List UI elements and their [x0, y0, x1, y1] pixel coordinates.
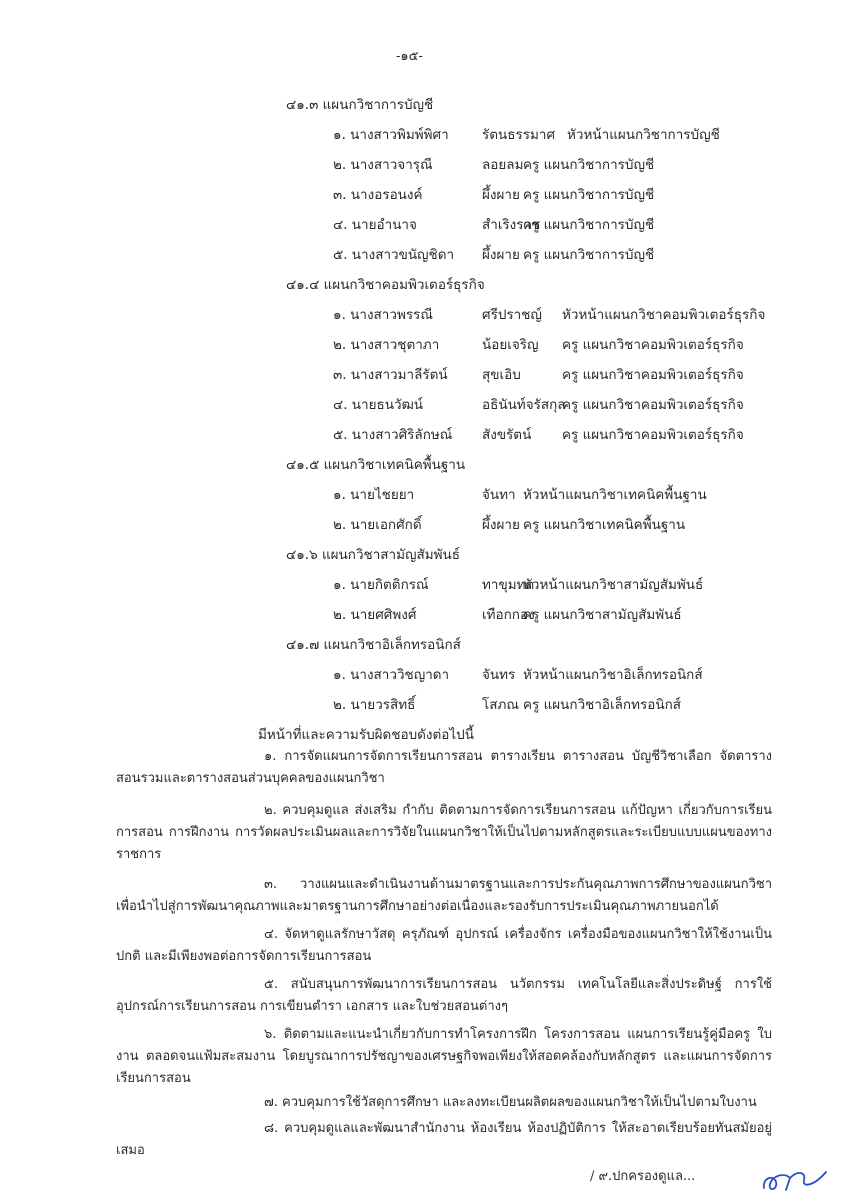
member-surname: รัตนธรรมาศ [482, 127, 556, 143]
duty-item: ๗. ควบคุมการใช้วัสดุการศึกษา และลงทะเบียนผลิตผลของแผนกวิชาให้เป็นไปตามใบงาน [264, 1095, 757, 1110]
member-name: ๒. นายวรสิทธิ์ [333, 697, 416, 713]
member-surname: น้อยเจริญ [482, 337, 539, 353]
duty-item: ๘. ควบคุมดูแลและพัฒนาสำนักงาน ห้องเรียน ห้องปฏิบัติการ ให้สะอาดเรียบร้อยทันสมัยอยู่เสมอ [116, 1121, 772, 1158]
member-surname: จันทา [482, 487, 516, 503]
member-surname: ทาขุมทด [482, 577, 535, 593]
duty-item: ๕. สนับสนุนการพัฒนาการเรียนการสอน นวัตกรรม เทคโนโลยีและสิ่งประดิษฐ์ การใช้อุปกรณ์การเรียนการสอน การเขียนตำรา เอกสาร และใบช่วยสอนต่างๆ [116, 977, 772, 1014]
member-surname: ศรีปราชญ์ [482, 307, 542, 323]
member-name: ๕. นางสาวขนัญชิดา [333, 247, 455, 263]
member-surname: จันทร [482, 667, 516, 683]
member-surname: สุขเอิบ [482, 367, 521, 383]
member-name: ๒. นางสาวจารุณี [333, 157, 433, 173]
department-heading: ๔๑.๕ แผนกวิชาเทคนิคพื้นฐาน [286, 457, 466, 473]
member-position: ครู แผนกวิชาคอมพิวเตอร์ธุรกิจ [562, 397, 744, 413]
department-heading: ๔๑.๓ แผนกวิชาการบัญชี [286, 97, 434, 113]
member-position: ครู แผนกวิชาคอมพิวเตอร์ธุรกิจ [562, 367, 744, 383]
department-heading: ๔๑.๖ แผนกวิชาสามัญสัมพันธ์ [286, 547, 461, 563]
member-name: ๒. นายศศิพงศ์ [333, 607, 417, 623]
member-surname: โสภณ [482, 697, 519, 713]
member-name: ๑. นางสาววิชญาดา [333, 667, 450, 683]
member-position: หัวหน้าแผนกวิชาการบัญชี [567, 127, 720, 143]
duty-item: ๓. วางแผนและดำเนินงานด้านมาตรฐานและการประกันคุณภาพการศึกษาของแผนกวิชาเพื่อนำไปสู่การพัฒนาคุณภาพและมาตรฐานการศึกษาอย่างต่อเนื่องและรองรับการประเมินคุณภาพภายนอกได้ [116, 877, 772, 914]
duties-intro: มีหน้าที่และความรับผิดชอบดังต่อไปนี้ [258, 727, 474, 743]
member-name: ๑. นายกิตติกรณ์ [333, 577, 429, 593]
member-position: ครู แผนกวิชาสามัญสัมพันธ์ [523, 607, 682, 623]
member-position: ครู แผนกวิชาการบัญชี [523, 217, 655, 233]
signature-image [760, 1168, 830, 1194]
department-heading: ๔๑.๗ แผนกวิชาอิเล็กทรอนิกส์ [286, 637, 461, 653]
member-name: ๕. นางสาวศิริลักษณ์ [333, 427, 453, 443]
member-position: ครู แผนกวิชาการบัญชี [523, 187, 655, 203]
member-surname: ผึ้งผาย [482, 247, 520, 263]
member-surname: ผึ้งผาย [482, 517, 520, 533]
member-surname: สำเริงราช [482, 217, 541, 233]
department-heading: ๔๑.๔ แผนกวิชาคอมพิวเตอร์ธุรกิจ [286, 277, 485, 293]
member-name: ๑. นางสาวพรรณี [333, 307, 433, 323]
member-name: ๓. นางอรอนงค์ [333, 187, 423, 203]
member-position: ครู แผนกวิชาการบัญชี [523, 157, 655, 173]
member-position: ครู แผนกวิชาอิเล็กทรอนิกส์ [523, 697, 681, 713]
member-position: หัวหน้าแผนกวิชาคอมพิวเตอร์ธุรกิจ [562, 307, 766, 323]
member-name: ๔. นายธนวัฒน์ [333, 397, 423, 413]
member-surname: อธินันท์จรัสกุล [482, 397, 566, 413]
member-surname: ลอยลม [482, 157, 524, 173]
duty-item: ๑. การจัดแผนการจัดการเรียนการสอน ตารางเรียน ตารางสอน บัญชีวิชาเลือก จัดตารางสอนรวมและตารางสอนส่วนบุคคลของแผนกวิชา [116, 749, 772, 786]
member-name: ๓. นางสาวมาลีรัตน์ [333, 367, 448, 383]
member-name: ๒. นายเอกศักดิ์ [333, 517, 422, 533]
member-position: หัวหน้าแผนกวิชาสามัญสัมพันธ์ [523, 577, 704, 593]
member-name: ๔. นายอำนาจ [333, 217, 417, 233]
member-position: ครู แผนกวิชาคอมพิวเตอร์ธุรกิจ [562, 427, 744, 443]
member-position: หัวหน้าแผนกวิชาเทคนิคพื้นฐาน [523, 487, 707, 503]
member-position: ครู แผนกวิชาคอมพิวเตอร์ธุรกิจ [562, 337, 744, 353]
continuation-note: / ๙.ปกครองดูแล... [590, 1169, 696, 1184]
member-name: ๑. นางสาวพิมพ์พิศา [333, 127, 449, 143]
duty-item: ๔. จัดหาดูแลรักษาวัสดุ ครุภัณฑ์ อุปกรณ์ เครื่องจักร เครื่องมือของแผนกวิชาให้ใช้งานเป็นปกติ และมีเพียงพอต่อการจัดการเรียนการสอน [116, 927, 772, 964]
member-surname: สังขรัตน์ [482, 427, 532, 443]
member-name: ๑. นายไชยยา [333, 487, 415, 503]
member-name: ๒. นางสาวชุตาภา [333, 337, 440, 353]
member-surname: เทือกกอง [482, 607, 535, 623]
page-number: -๑๕- [396, 49, 423, 64]
duty-item: ๖. ติดตามและแนะนำเกี่ยวกับการทำโครงการฝึก โครงการสอน แผนการเรียนรู้คู่มือครู ใบงาน ตลอดจนแฟ้มสะสมงาน โดยบูรณาการปรัชญาของเศรษฐกิจพอเพียงให้สอดคล้องกับหลักสูตร และแผนการจัดการเรียนการสอน [116, 1027, 772, 1086]
duty-item: ๒. ควบคุมดูแล ส่งเสริม กำกับ ติดตามการจัดการเรียนการสอน แก้ปัญหา เกี่ยวกับการเรียนการสอน การฝึกงาน การวัดผลประเมินผลและการวิจัยในแผนกวิชาให้เป็นไปตามหลักสูตรและระเบียบแบบแผนของทางราชการ [116, 803, 772, 862]
member-position: ครู แผนกวิชาเทคนิคพื้นฐาน [523, 517, 686, 533]
member-position: ครู แผนกวิชาการบัญชี [523, 247, 655, 263]
member-surname: ผึ้งผาย [482, 187, 520, 203]
member-position: หัวหน้าแผนกวิชาอิเล็กทรอนิกส์ [523, 667, 703, 683]
